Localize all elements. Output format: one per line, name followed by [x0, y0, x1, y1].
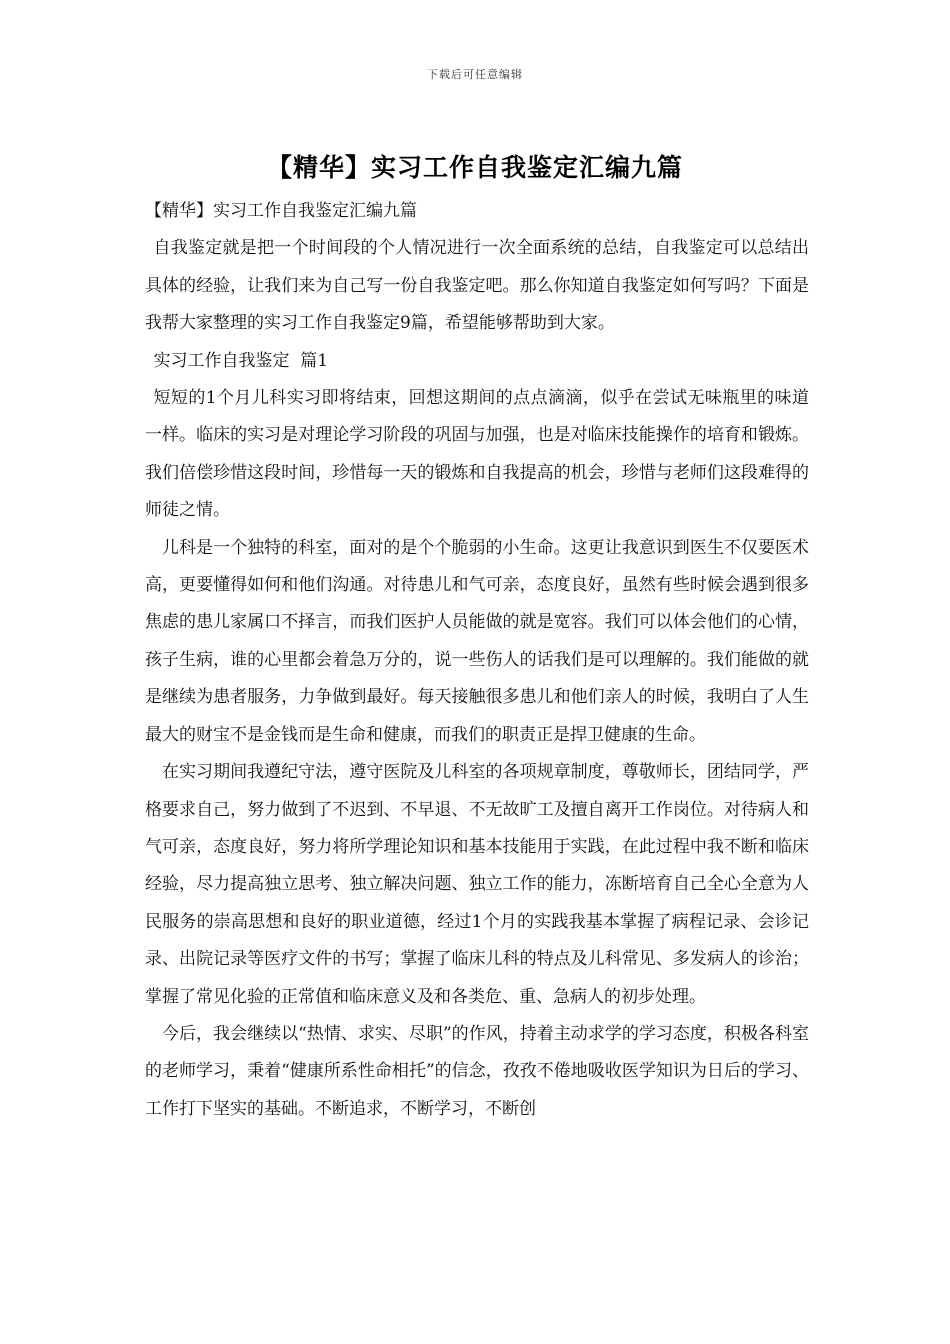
body-paragraph-4: 今后，我会继续以“热情、求实、尽职”的作风，持着主动求学的学习态度，积极各科室的老师学习，秉着“健康所系性命相托”的信念，孜孜不倦地吸收医学知识为日后的学习、工作打下坚实的基础。不断追求，不断学习，不断创 [145, 1023, 809, 1119]
section-heading: 实习工作自我鉴定 篇1 [153, 350, 329, 371]
document-body [145, 193, 809, 1128]
document-title: 【精华】实习工作自我鉴定汇编九篇 [266, 153, 683, 182]
body-paragraph-1: 短短的1个月儿科实习即将结束，回想这期间的点点滴滴，似乎在尝试无味瓶里的味道一样。临床的实习是对理论学习阶段的巩固与加强，也是对临床技能操作的培育和锻炼。我们倍偿珍惜这段时间，珍惜每一天的锻炼和自我提高的机会，珍惜与老师们这段难得的师徒之情。 [145, 388, 809, 521]
document-subtitle: 【精华】实习工作自我鉴定汇编九篇 [145, 201, 417, 221]
body-paragraph-3: 在实习期间我遵纪守法，遵守医院及儿科室的各项规章制度，尊敬师长，团结同学，严格要求自己，努力做到了不迟到、不早退、不无故旷工及擅自离开工作岗位。对待病人和气可亲，态度良好，努力将所学理论知识和基本技能用于实践，在此过程中我不断和临床经验，尽力提高独立思考、独立解决问题、独立工作的能力，冻断培育自己全心全意为人民服务的崇高思想和良好的职业道德，经过1个月的实践我基本掌握了病程记录、会诊记录、出院记录等医疗文件的书写；掌握了临床儿科的特点及儿科常见、多发病人的诊治；掌握了常见化验的正常值和临床意义及和各类危、重、急病人的初步处理。 [145, 762, 809, 1007]
header-note: 下载后可任意编辑 [427, 68, 523, 81]
body-paragraph-2: 儿科是一个独特的科室，面对的是个个脆弱的小生命。这更让我意识到医生不仅要医术高，更要懂得如何和他们沟通。对待患儿和气可亲，态度良好，虽然有些时候会遇到很多焦虑的患儿家属口不择言，而我们医护人员能做的就是宽容。我们可以体会他们的心情，孩子生病，谁的心里都会着急万分的，说一些伤人的话我们是可以理解的。我们能做的就是继续为患者服务，力争做到最好。每天接触很多患儿和他们亲人的时候，我明白了人生最大的财宝不是金钱而是生命和健康，而我们的职责正是捍卫健康的生命。 [145, 537, 809, 745]
intro-paragraph: 自我鉴定就是把一个时间段的个人情况进行一次全面系统的总结，自我鉴定可以总结出具体的经验，让我们来为自己写一份自我鉴定吧。那么你知道自我鉴定如何写吗？下面是我帮大家整理的实习工作自我鉴定9篇，希望能够帮助到大家。 [145, 238, 809, 334]
